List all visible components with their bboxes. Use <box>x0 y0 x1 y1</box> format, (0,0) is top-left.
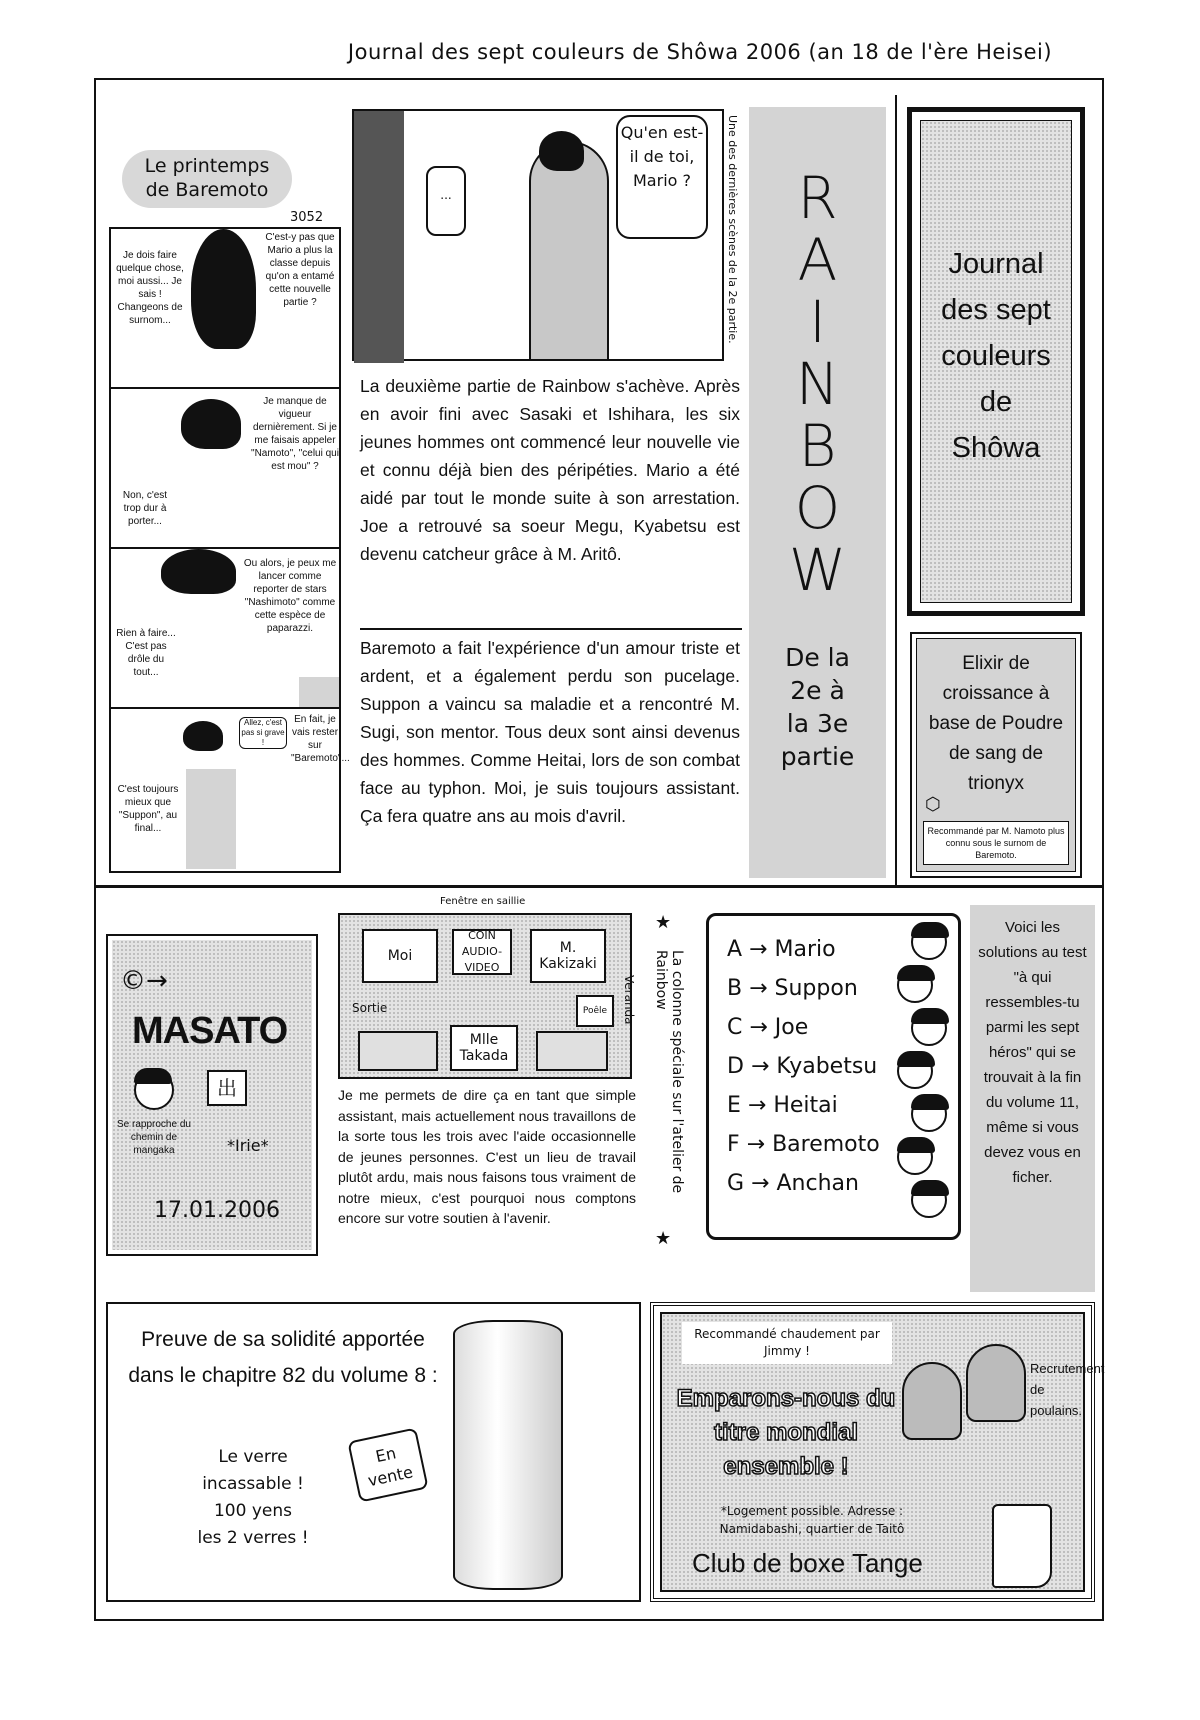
boxing-ad <box>650 1302 1105 1602</box>
rainbow-letter: O <box>794 474 841 542</box>
article-paragraph-1: La deuxième partie de Rainbow s'achève. Après en avoir fini avec Sasaki et Ishihara, les six jeunes hommes ont commencé leur nouvelle vie et connu déjà bien des péripéties. Mario a été aidé par tout le monde suite à son arrestation. Joe a retrouvé sa soeur Megu, Kyabetsu est devenu catcheur grâce à M. Aritô. <box>360 376 740 564</box>
subtitle-line: De la <box>785 643 850 672</box>
mario-figure <box>529 141 609 361</box>
audio-video-corner: COIN AUDIO-VIDEO <box>452 929 512 975</box>
journal-title-line: Journal <box>948 248 1044 280</box>
boxing-recommend: Recommandé chaudement par Jimmy ! <box>682 1322 892 1364</box>
boxing-slogan: Emparons-nous du titre mondial ensemble ! <box>676 1385 896 1480</box>
panel-4-left-text: C'est toujours mieux que "Suppon", au final... <box>117 784 179 834</box>
comic-number: 3052 <box>290 210 324 225</box>
journal-title <box>920 120 1072 603</box>
answer-letter: F <box>727 1132 740 1157</box>
manga-panel <box>352 109 724 361</box>
article-paragraph-2: Baremoto a fait l'expérience d'un amour triste et ardent, et a également perdu son pucelage. Suppon a vaincu sa maladie et a rencontré M. Sugi, son mentor. Tous deux sont ainsi devenus des hommes. Comme Heitai, lors de son combat face au typhon. Moi, je suis toujours assistant. Ça fera quatre ans au mois d'avril. <box>360 638 740 826</box>
comic-panel-4 <box>111 709 350 871</box>
page-title: Journal des sept couleurs de Shôwa 2006 (an 18 de l'ère Heisei) <box>347 40 1053 64</box>
panel-2-right-text: Je manque de vigueur dernièrement. Si je me faisais appeler "Namoto", "celui qui est mou" ? <box>251 396 339 472</box>
veranda-label: Veranda <box>622 975 636 1025</box>
column-label: La colonne spéciale sur l'atelier de Rainbow <box>653 950 685 1194</box>
boxing-recruit: Recrutement de poulains. <box>1030 1361 1105 1418</box>
answer-letter: E <box>727 1093 741 1118</box>
answer-name: Baremoto <box>772 1132 880 1157</box>
ellipsis-bubble: ... <box>426 166 466 236</box>
rainbow-column <box>749 107 886 878</box>
journal-title-line: couleurs <box>941 340 1051 372</box>
rainbow-letter: N <box>795 350 840 418</box>
subtitle-line: la 3e <box>786 709 849 738</box>
desk-moi: Moi <box>362 929 438 983</box>
en-vente-badge: En vente <box>347 1427 428 1502</box>
masato-face-icon <box>134 1070 174 1110</box>
rainbow-letter: A <box>797 226 838 294</box>
boxing-glove-icon <box>902 1362 962 1440</box>
panel-3-left-text: Rien à faire... C'est pas drôle du tout... <box>116 628 176 678</box>
answer-name: Anchan <box>776 1171 859 1196</box>
comic-title-line2: de Baremoto <box>145 179 269 201</box>
elixir-note: Recommandé par M. Namoto plus connu sous le surnom de Baremoto. <box>923 821 1069 865</box>
exit-label: Sortie <box>352 1001 388 1015</box>
boxing-boots-icon <box>992 1504 1052 1588</box>
product-line: Le verre <box>218 1447 288 1467</box>
masato-card <box>106 934 318 1256</box>
elixir-line: de sang de <box>948 743 1044 764</box>
rainbow-letter: I <box>808 288 827 356</box>
date: 17.01.2006 <box>154 1198 280 1223</box>
glass-ad <box>106 1302 641 1602</box>
floor-plan-top-label: Fenêtre en saillie <box>440 896 526 907</box>
manga-caption: Une des dernières scènes de la 2e partie. <box>726 115 739 344</box>
subtitle-line: 2e à <box>790 676 845 705</box>
answer-name: Mario <box>774 937 836 962</box>
journal-title-line: de <box>979 386 1013 418</box>
panel-3-right-text: Ou alors, je peux me lancer comme reporter de stars "Nashimoto" comme cette espèce de paparazzi. <box>243 558 337 634</box>
comic-panel-3 <box>111 549 339 709</box>
rainbow-letter: B <box>798 412 837 480</box>
boxing-club-name: Club de boxe Tange <box>692 1548 923 1578</box>
arrow-icon: → <box>742 937 775 962</box>
elixir-line: base de Poudre <box>928 713 1064 734</box>
panel-4-bubble: Allez, c'est pas si grave ! <box>239 717 287 749</box>
boxing-address: *Logement possible. Adresse : Namidabashi, quartier de Taitô <box>719 1504 905 1536</box>
arrow-icon: → <box>739 1132 773 1157</box>
elixir-line: Elixir de <box>962 653 1030 674</box>
answer-name: Heitai <box>773 1093 838 1118</box>
copyright-arrow: ©→ <box>120 966 168 996</box>
floor-plan <box>338 913 632 1079</box>
solutions-note: Voici les solutions au test "à qui ressembles-tu parmi les sept héros" qui se trouvait à la fin du volume 11, même si vous devez vous en ficher. <box>970 905 1095 1292</box>
panel-2-left-text: Non, c'est trop dur à porter... <box>122 490 168 527</box>
masato-name: MASATO <box>132 1010 288 1052</box>
answer-name: Suppon <box>774 976 858 1001</box>
glass-icon <box>453 1320 563 1590</box>
stamp-icon: 出 <box>207 1070 247 1106</box>
elixir-line: croissance à <box>942 683 1050 704</box>
empty-desk <box>536 1031 608 1071</box>
comic-panel-1 <box>111 229 339 389</box>
empty-desk <box>358 1031 438 1071</box>
character-face-icon <box>911 924 947 960</box>
character-face-icon <box>911 1182 947 1218</box>
answer-letter: G <box>727 1171 745 1196</box>
answer-letter: C <box>727 1015 743 1040</box>
arrow-icon: → <box>743 1054 777 1079</box>
elixir-ad <box>910 632 1082 878</box>
arrow-icon: → <box>742 976 775 1001</box>
answer-letter: A <box>727 937 743 962</box>
comic-strip <box>109 227 350 873</box>
comic-title-cloud <box>122 150 292 208</box>
character-face-icon <box>897 1053 933 1089</box>
subtitle-line: partie <box>780 742 855 771</box>
character-head-icon <box>191 229 256 349</box>
speech-bubble: Qu'en est-il de toi, Mario ? <box>616 115 708 239</box>
character-head-icon <box>539 131 584 171</box>
price-line: les 2 verres ! <box>197 1528 309 1548</box>
section-divider <box>94 885 1104 888</box>
comic-panel-2 <box>111 389 339 549</box>
comic-title-line1: Le printemps <box>144 155 270 177</box>
character-head-icon <box>161 549 236 594</box>
signature: *Irie* <box>227 1136 269 1155</box>
arrow-icon: → <box>740 1093 774 1118</box>
panel-1-left-text: Je dois faire quelque chose, moi aussi... Je sais ! Changeons de surnom... <box>116 250 184 326</box>
divider <box>360 628 742 630</box>
stove: Poêle <box>576 995 614 1027</box>
tree-trunk <box>354 111 404 363</box>
character-head-icon <box>181 399 241 449</box>
rainbow-letter: R <box>797 164 838 232</box>
rainbow-subtitle <box>749 641 886 773</box>
answer-name: Joe <box>774 1015 809 1040</box>
answer-name: Kyabetsu <box>776 1054 878 1079</box>
rainbow-letter: W <box>788 536 847 604</box>
answers-box <box>706 913 961 1240</box>
rainbow-letters <box>749 107 886 604</box>
divider <box>895 95 897 885</box>
character-face-icon <box>911 1096 947 1132</box>
arrow-icon: → <box>742 1015 775 1040</box>
product-line: incassable ! <box>202 1474 304 1494</box>
glass-headline: Preuve de sa solidité apportée dans le chapitre 82 du volume 8 : <box>128 1328 438 1387</box>
journal-box <box>907 107 1085 616</box>
star-icon: ★ <box>655 912 672 933</box>
answer-letter: B <box>727 976 743 1001</box>
price-line: 100 yens <box>213 1501 292 1521</box>
journal-title-line: Shôwa <box>951 432 1041 464</box>
character-face-icon <box>897 967 933 1003</box>
panel-4-right-text: En fait, je vais rester sur "Baremoto"... <box>291 714 350 764</box>
answer-letter: D <box>727 1054 744 1079</box>
star-icon: ★ <box>655 1228 672 1249</box>
desk-takada: Mlle Takada <box>450 1025 518 1071</box>
package-icon: ⬡ <box>925 794 941 814</box>
journal-title-line: des sept <box>941 294 1051 326</box>
masato-caption: Se rapproche du chemin de mangaka <box>117 1119 191 1156</box>
arrow-icon: → <box>744 1171 777 1196</box>
boxing-glove-icon <box>966 1344 1026 1422</box>
glass-product <box>168 1444 338 1552</box>
panel-1-right-text: C'est-y pas que Mario a plus la classe depuis qu'on a entamé cette nouvelle partie ? <box>261 231 339 309</box>
atelier-text: Je me permets de dire ça en tant que simple assistant, mais actuellement nous travaillons de la sorte tous les trois avec l'aide occasionnelle de jeunes personnes. C'est un lieu de travail plutôt ardu, mais nous faisons tous vraiment de notre mieux, c'est pourquoi nous comptons encore sur votre soutien à l'avenir. <box>338 1087 636 1226</box>
elixir-text <box>916 638 1076 872</box>
elixir-line: trionyx <box>968 773 1024 794</box>
character-face-icon <box>897 1139 933 1175</box>
character-head-icon <box>183 721 223 751</box>
desk-kakizaki: M. Kakizaki <box>530 929 606 983</box>
character-face-icon <box>911 1010 947 1046</box>
